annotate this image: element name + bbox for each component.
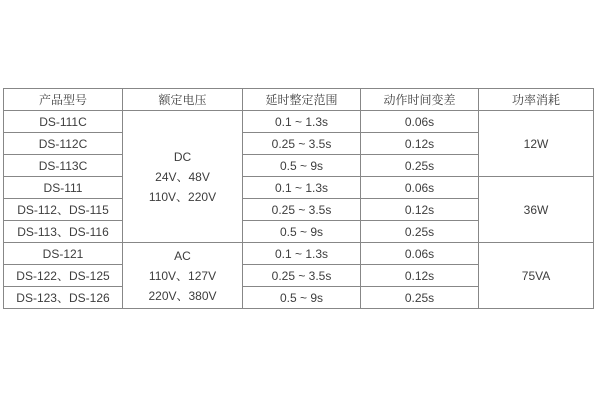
table-row bbox=[4, 111, 594, 133]
time-variation-cell: 0.12s bbox=[361, 199, 479, 221]
table-row bbox=[4, 177, 594, 199]
table-row bbox=[4, 243, 594, 265]
delay-range-cell: 0.5 ~ 9s bbox=[243, 221, 361, 243]
header-rated-voltage: 额定电压 bbox=[123, 89, 243, 111]
voltage-cell-ac bbox=[123, 243, 243, 309]
model-cell: DS-113、DS-116 bbox=[4, 221, 123, 243]
power-cell-75va: 75VA bbox=[479, 243, 594, 309]
time-variation-cell: 0.25s bbox=[361, 221, 479, 243]
model-cell: DS-112、DS-115 bbox=[4, 199, 123, 221]
model-cell: DS-111C bbox=[4, 111, 123, 133]
delay-range-cell: 0.25 ~ 3.5s bbox=[243, 133, 361, 155]
voltage-line: 110V、220V bbox=[148, 189, 217, 204]
model-cell: DS-123、DS-126 bbox=[4, 287, 123, 309]
header-row bbox=[4, 89, 594, 111]
model-cell: DS-112C bbox=[4, 133, 123, 155]
delay-range-cell: 0.5 ~ 9s bbox=[243, 155, 361, 177]
product-spec-table bbox=[3, 88, 594, 309]
delay-range-cell: 0.25 ~ 3.5s bbox=[243, 199, 361, 221]
time-variation-cell: 0.06s bbox=[361, 111, 479, 133]
time-variation-cell: 0.06s bbox=[361, 177, 479, 199]
time-variation-cell: 0.12s bbox=[361, 133, 479, 155]
delay-range-cell: 0.1 ~ 1.3s bbox=[243, 111, 361, 133]
header-power-consumption: 功率消耗 bbox=[479, 89, 594, 111]
delay-range-cell: 0.1 ~ 1.3s bbox=[243, 177, 361, 199]
time-variation-cell: 0.25s bbox=[361, 155, 479, 177]
model-cell: DS-122、DS-125 bbox=[4, 265, 123, 287]
model-cell: DS-121 bbox=[4, 243, 123, 265]
time-variation-cell: 0.06s bbox=[361, 243, 479, 265]
delay-range-cell: 0.1 ~ 1.3s bbox=[243, 243, 361, 265]
model-cell: DS-113C bbox=[4, 155, 123, 177]
delay-range-cell: 0.25 ~ 3.5s bbox=[243, 265, 361, 287]
model-cell: DS-111 bbox=[4, 177, 123, 199]
time-variation-cell: 0.25s bbox=[361, 287, 479, 309]
voltage-line: AC bbox=[174, 248, 191, 263]
time-variation-cell: 0.12s bbox=[361, 265, 479, 287]
header-delay-setting-range: 延时整定范围 bbox=[243, 89, 361, 111]
delay-range-cell: 0.5 ~ 9s bbox=[243, 287, 361, 309]
header-product-model: 产品型号 bbox=[4, 89, 123, 111]
voltage-line: 220V、380V bbox=[148, 288, 217, 303]
voltage-line: DC bbox=[173, 149, 192, 164]
voltage-line: 110V、127V bbox=[148, 268, 217, 283]
voltage-line: 24V、48V bbox=[155, 169, 210, 184]
power-cell-12w: 12W bbox=[479, 111, 594, 177]
header-action-time-variation: 动作时间变差 bbox=[361, 89, 479, 111]
power-cell-36w: 36W bbox=[479, 177, 594, 243]
voltage-cell-dc bbox=[123, 111, 243, 243]
